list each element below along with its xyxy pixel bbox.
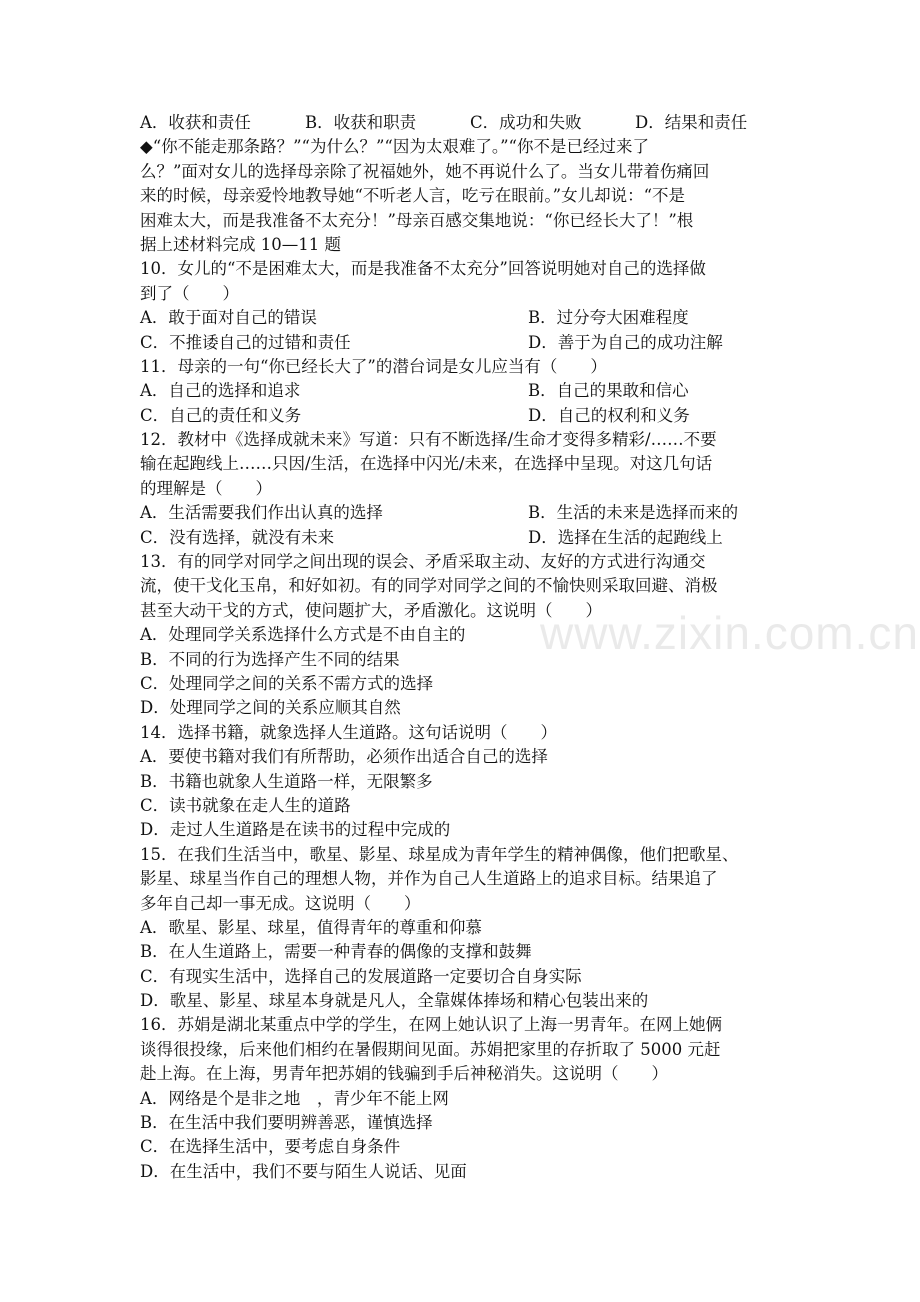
option-d: D．自己的权利和义务 [528,405,690,425]
passage-line: 么？”面对女儿的选择母亲除了祝福她外，她不再说什么了。当女儿带着伤痛回 [140,161,710,181]
option-a: A．自己的选择和追求 [140,381,301,401]
passage-line: 困难太大，而是我准备不太充分！”母亲百感交集地说：“你已经长大了！”根 [140,210,694,230]
option-row [140,526,800,550]
option-a: A．网络是个是非之地 ，青少年不能上网 [140,1088,449,1108]
option-d: D．在生活中，我们不要与陌生人说话、见面 [140,1161,467,1181]
option-c: C．自己的责任和义务 [140,405,302,425]
question-stem: 10．女儿的“不是困难太大，而是我准备不太充分”回答说明她对自己的选择做 [140,259,706,279]
option-d: D．善于为自己的成功注解 [528,332,723,352]
option-a: A．生活需要我们作出认真的选择 [140,503,383,523]
question-stem: 到了（ ） [140,283,239,303]
q9-options [140,111,800,135]
reading-passage [140,135,800,257]
question-stem: 13．有的同学对同学之间出现的误会、矛盾采取主动、友好的方式进行沟通交 [140,552,706,572]
q9-option-a: A．收获和责任 [140,113,251,132]
question-16 [140,1013,800,1184]
option-c: C．没有选择，就没有未来 [140,527,335,547]
question-11 [140,355,800,428]
question-stem: 12．教材中《选择成就未来》写道：只有不断选择/生命才变得多精彩/……不要 [140,430,717,450]
q9-option-b: B．收获和职责 [305,113,417,132]
question-12 [140,428,800,550]
option-c: C．读书就象在走人生的道路 [140,795,351,815]
option-b: B．生活的未来是选择而来的 [528,503,739,523]
question-14 [140,721,800,843]
passage-line: ◆“你不能走那条路？”“为什么？”“因为太艰难了。”“你不是已经过来了 [140,137,649,157]
passage-line: 据上述材料完成 10—11 题 [140,234,341,254]
question-stem: 的理解是（ ） [140,478,272,498]
option-a: A．歌星、影星、球星，值得青年的尊重和仰慕 [140,917,482,937]
option-d: D．歌星、影星、球星本身就是凡人，全靠媒体捧场和精心包装出来的 [140,991,649,1011]
question-stem: 甚至大动干戈的方式，使问题扩大，矛盾激化。这说明（ ） [140,600,602,620]
option-c: C．不推诿自己的过错和责任 [140,332,351,352]
question-stem: 谈得很投缘，后来他们相约在暑假期间见面。苏娟把家里的存折取了 5000 元赶 [140,1039,721,1059]
option-b: B．书籍也就象人生道路一样，无限繁多 [140,771,433,791]
question-15 [140,843,800,1014]
option-row [140,404,800,428]
option-c: C．在选择生活中，要考虑自身条件 [140,1137,401,1157]
q9-option-c: C．成功和失败 [470,113,582,132]
passage-line: 来的时候，母亲爱怜地教导她“不听老人言，吃亏在眼前。”女儿却说：“不是 [140,186,686,206]
question-stem: 14．选择书籍，就象选择人生道路。这句话说明（ ） [140,722,557,742]
option-d: D．走过人生道路是在读书的过程中完成的 [140,820,451,840]
question-stem: 赴上海。在上海，男青年把苏娟的钱骗到手后神秘消失。这说明（ ） [140,1064,668,1084]
option-d: D．选择在生活的起跑线上 [528,527,723,547]
option-a: A．处理同学关系选择什么方式是不由自主的 [140,625,466,645]
q9-option-d: D．结果和责任 [635,113,748,132]
option-b: B．在生活中我们要明辨善恶，谨慎选择 [140,1113,433,1133]
option-a: A．敢于面对自己的错误 [140,308,317,328]
option-b: B．在人生道路上，需要一种青春的偶像的支撑和鼓舞 [140,942,532,962]
question-13 [140,550,800,721]
question-10 [140,257,800,355]
option-d: D．处理同学之间的关系应顺其自然 [140,698,401,718]
question-stem: 影星、球星当作自己的理想人物，并作为自己人生道路上的追求目标。结果追了 [140,869,718,889]
watermark: www.zixin.com.cn [540,607,919,659]
option-row [140,501,800,525]
question-stem: 15．在我们生活当中，歌星、影星、球星成为青年学生的精神偶像，他们把歌星、 [140,844,739,864]
option-c: C．有现实生活中，选择自己的发展道路一定要切合自身实际 [140,966,582,986]
question-stem: 流，使干戈化玉帛，和好如初。有的同学对同学之间的不愉快则采取回避、消极 [140,576,718,596]
option-a: A．要使书籍对我们有所帮助，必须作出适合自己的选择 [140,747,548,767]
option-b: B．过分夸大困难程度 [528,308,689,328]
option-b: B．自己的果敢和信心 [528,381,689,401]
exam-page [140,111,800,1184]
option-row [140,331,800,355]
option-c: C．处理同学之间的关系不需方式的选择 [140,673,434,693]
question-stem: 多年自己却一事无成。这说明（ ） [140,893,421,913]
option-row [140,306,800,330]
question-stem: 16．苏娟是湖北某重点中学的学生，在网上她认识了上海一男青年。在网上她俩 [140,1015,722,1035]
option-b: B．不同的行为选择产生不同的结果 [140,649,400,669]
question-stem: 输在起跑线上……只因/生活，在选择中闪光/未来，在选择中呈现。对这几句话 [140,454,713,474]
question-stem: 11．母亲的一句“你已经长大了”的潜台词是女儿应当有（ ） [140,356,607,376]
option-row [140,379,800,403]
